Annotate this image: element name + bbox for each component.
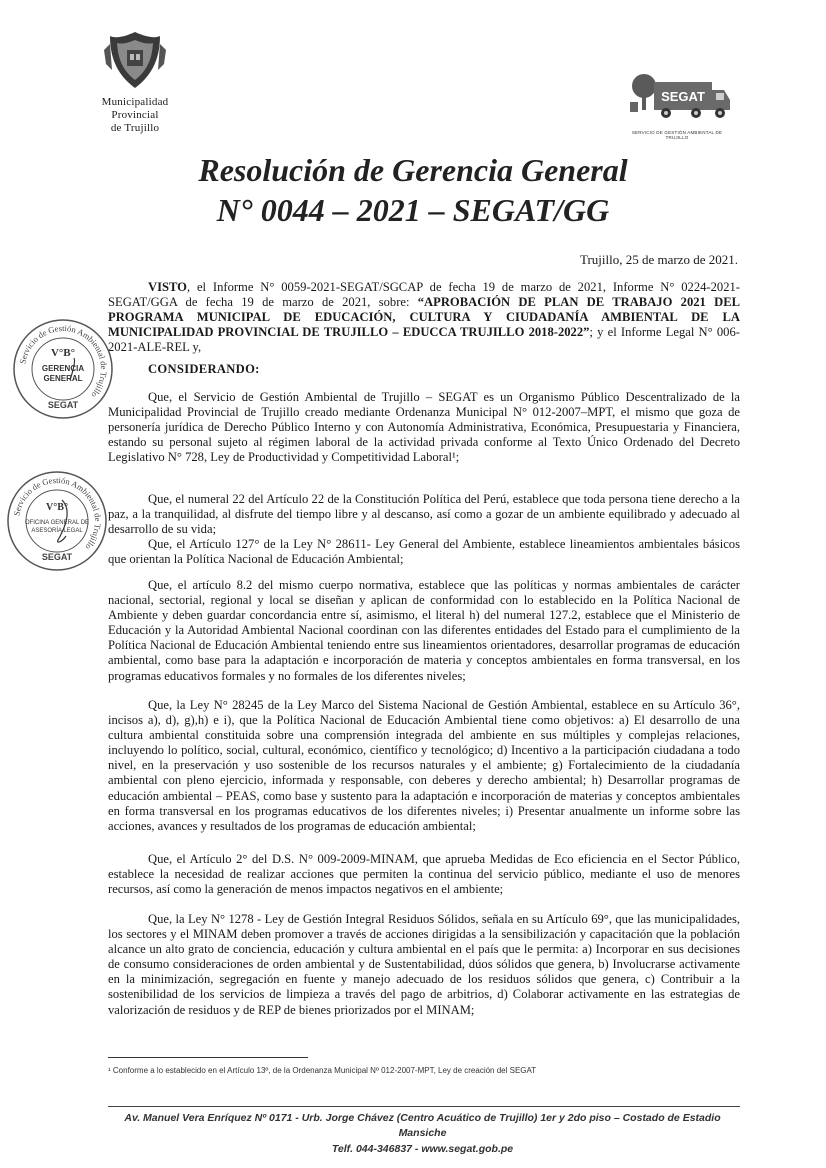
municipality-name <box>80 96 190 135</box>
resolution-title: Resolución de Gerencia General <box>198 152 628 188</box>
municipality-name-line1: Municipalidad Provincial <box>101 96 169 121</box>
segat-logo-text: SEGAT <box>661 89 705 104</box>
paragraph-2: Que, el numeral 22 del Artículo 22 de la Constitución Política del Perú, establece que toda persona tiene derecho a la paz, a la tranquilidad, al disfrute del tiempo libre y al descanso, así como a gozar de un ambiente equilibrado y adecuado al desarrollo de su vida; <box>108 492 740 537</box>
visto-text-1: , el Informe N° 0059-2021-SEGAT/SGCAP de fecha 19 de marzo de 2021, Informe N° 0224-2021-SEGAT/GGA de fecha 19 de marzo de 2021, sobre: <box>108 280 740 310</box>
resolution-date: Trujillo, 25 de marzo de 2021. <box>579 252 738 267</box>
stamp2-line2: ASESORÍA LEGAL <box>31 528 83 534</box>
footer-address: Av. Manuel Vera Enríquez Nº 0171 - Urb. Jorge Chávez (Centro Acuático de Trujillo) 1er y 2do piso – Costado de Estadio Mansiche <box>124 1112 721 1139</box>
stamp2-bottom: SEGAT <box>41 552 73 562</box>
paragraph-7: Que, la Ley N° 1278 - Ley de Gestión Integral Residuos Sólidos, señala en su Artículo 69°, que las municipalidades, los sectores y el MINAM deben promover a través de acciones dirigidas a la sensibilización y capacitación que la población alcance un alto grato de conciencia, educación y cultura ambiental en el país que le permita: a) Incorporar en sus decisiones de consumo consideraciones de orden ambiental y de Sustentabilidad, dúos sólidos que genera, b) Involucrarse activamente en la minimización, segregación en fuente y manejo adecuado de los residuos sólidos que genera, c) Contribuir a la sostenibilidad de los servicios de limpieza a través del pago de arbitrios, d) Colaborar activamente en las estrategias de valorización de residuos y de REP de bienes priorizados por el MINAM; <box>108 912 740 1017</box>
stamp1-line2: GENERAL <box>43 374 83 383</box>
stamp-asesoria-legal <box>6 470 108 572</box>
segat-logo <box>622 68 732 140</box>
footer-divider <box>108 1106 740 1107</box>
segat-tagline: SERVICIO DE GESTIÓN AMBIENTAL DE TRUJILLO <box>631 130 723 140</box>
stamp1-line1: GERENCIA <box>41 364 85 373</box>
paragraph-4: Que, el artículo 8.2 del mismo cuerpo normativa, establece que las políticas y normas ambientales de carácter nacional, sectorial, regional y local se diseñan y aplican de conformidad con lo establecido en la Política Nacional de Ambiente y deben guardar concordancia entre sí, asimismo, el literal h) del numeral 127.2, establece que el Ministerio de Educación y la Autoridad Ambiental Nacional coordinan con las diferentes entidades del Estado para el cumplimiento de la Política Nacional de Educación Ambiental teniendo entre sus lineamientos orientadores, desarrollar programas de educación ambiental, como base para la adaptación e incorporación de materia y conceptos ambientales en forma transversal, en los programas educativos formales y no formales de los diferentes niveles; <box>108 578 740 683</box>
municipality-logo <box>80 30 190 135</box>
coat-of-arms-icon <box>100 30 170 92</box>
stamp2-vb: V°B° <box>46 502 68 513</box>
footnote-divider <box>108 1057 308 1058</box>
stamp2-ring-text: Servicio de Gestión Ambiental de Trujillo <box>11 474 104 552</box>
stamp1-ring-text: Servicio de Gestión Ambiental de Trujillo <box>17 322 110 400</box>
visto-paragraph <box>108 280 740 355</box>
resolution-number: N° 0044 – 2021 – SEGAT/GG <box>216 192 610 228</box>
stamp1-vb: V°B° <box>50 347 76 359</box>
visto-subject: “APROBACIÓN DE PLAN DE TRABAJO 2021 DEL PROGRAMA MUNICIPAL DE EDUCACIÓN, CULTURA Y CIUDADANÍA AMBIENTAL DE LA MUNICIPALIDAD PROVINCIAL DE TRUJILLO – EDUCCA TRUJILLO 2018-2022” <box>108 295 740 340</box>
visto-lead: VISTO <box>148 280 187 294</box>
paragraph-3: Que, el Artículo 127° de la Ley N° 28611- Ley General del Ambiente, establece lineamientos ambientales básicos que orientan la Política Nacional de Educación Ambiental; <box>108 537 740 567</box>
visto-text-2: ; y el Informe Legal N° 006-2021-ALE-REL y, <box>108 325 740 355</box>
stamp2-line1: OFICINA GENERAL DE <box>24 520 90 526</box>
paragraph-1: Que, el Servicio de Gestión Ambiental de Trujillo – SEGAT es un Organismo Público Descentralizado de la Municipalidad Provincial de Trujillo creado mediante Ordenanza Municipal N° 012-2007–MPT, el mismo que goza de personería jurídica de Derecho Público Interno y con Autonomía Administrativa, Económica, Presupuestaria y Financiera, estando su personal sujeto al régimen laboral de la actividad privada conforme al Texto Único Ordenado del Decreto Legislativo N° 728, Ley de Productividad y Competitividad Laboral¹; <box>108 390 740 465</box>
svg-text:Servicio de Gestión Ambiental <box>17 323 109 400</box>
footer-contact: Telf. 044-346837 - www.segat.gob.pe <box>331 1143 514 1155</box>
stamp1-bottom: SEGAT <box>47 400 79 410</box>
paragraph-6: Que, el Artículo 2° del D.S. N° 009-2009-MINAM, que aprueba Medidas de Eco eficiencia en el Sector Público, establece la necesidad de realizar acciones que permiten la continua del servicio público, mediante el uso de menores recursos, así como la generación de menos impactos negativos en el ambiente; <box>108 852 740 897</box>
segat-truck-icon <box>622 68 732 126</box>
paragraph-5: Que, la Ley N° 28245 de la Ley Marco del Sistema Nacional de Gestión Ambiental, establece en su Artículo 36°, incisos a), d), g),h) e i), que la Política Nacional de Educación Ambiental tiene como objetivos: a) El desarrollo de una cultura ambiental constituida sobre una comprensión integrada del ambiente en sus múltiples y complejas relaciones, incluyendo lo político, social, cultural, económico, científico y tecnológico; d) Incentivo a la participación ciudadana a todo nivel, en la preservación y uso sostenible de los recursos naturales y el ambiente; g) Fortalecimiento de la ciudadanía ambiental con pleno ejercicio, informada y responsable, con deberes y derecho ambiental; h) Desarrollar programas de educación ambiental – PEAS, como base y sustento para la adaptación e incorporación de materias y conceptos ambientales en forma transversal en los programas educativos de los diferentes niveles; i) Presentar anualmente un informe sobre las acciones, avances y resultados de los programas de educación ambiental; <box>108 698 740 833</box>
considerando-heading: CONSIDERANDO: <box>148 362 260 376</box>
footnote: ¹ Conforme a lo establecido en el Artículo 13º, de la Ordenanza Municipal Nº 012-2007-MPT, Ley de creación del SEGAT <box>108 1066 537 1075</box>
stamp-gerencia-general <box>12 318 114 420</box>
municipality-name-line2: de Trujillo <box>110 122 160 134</box>
